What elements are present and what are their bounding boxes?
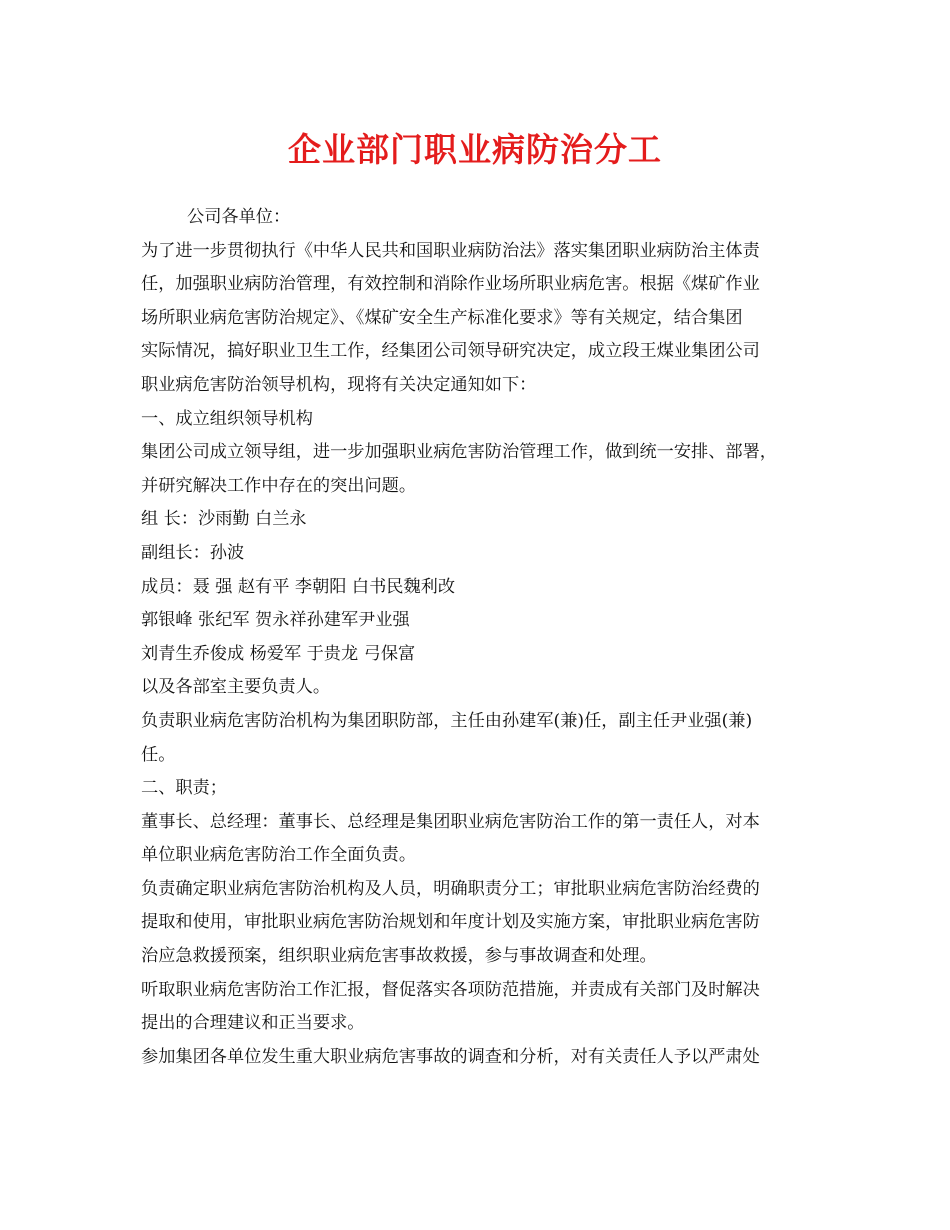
paragraph-line: 提出的合理建议和正当要求。 [141,1013,365,1034]
document-title: 企业部门职业病防治分工 [288,130,662,169]
section-heading: 二、职责； [141,778,227,799]
salutation-line: 公司各单位： [187,207,291,227]
paragraph-line: 负责职业病危害防治机构为集团职防部，主任由孙建军(兼)任，副主任尹业强(兼) [141,710,753,731]
deputy-leader-line: 副组长：孙波 [141,542,245,563]
section-heading: 一、成立组织领导机构 [141,408,313,429]
paragraph-line: 负责确定职业病危害防治机构及人员，明确职责分工；审批职业病危害防治经费的 [141,878,760,899]
members-line: 郭银峰 张纪军 贺永祥孙建军尹业强 [141,610,410,631]
paragraph-line: 实际情况，搞好职业卫生工作，经集团公司领导研究决定，成立段王煤业集团公司 [141,341,760,362]
document-body [141,201,831,1074]
paragraph-line: 集团公司成立领导组，进一步加强职业病危害防治管理工作，做到统一安排、部署， [141,442,777,463]
paragraph-line: 职业病危害防治领导机构，现将有关决定通知如下： [141,374,537,395]
paragraph-line: 以及各部室主要负责人。 [141,677,331,698]
paragraph-line: 场所职业病危害防治规定》、《煤矿安全生产标准化要求》等有关规定，结合集团 [141,307,743,328]
members-line: 成员：聂 强 赵有平 李朝阳 白书民魏利改 [141,576,456,597]
paragraph-line: 董事长、总经理：董事长、总经理是集团职业病危害防治工作的第一责任人，对本 [141,811,760,832]
paragraph-line: 并研究解决工作中存在的突出问题。 [141,475,417,496]
paragraph-line: 任，加强职业病防治管理，有效控制和消除作业场所职业病危害。根据《煤矿作业 [141,274,760,295]
paragraph-line: 参加集团各单位发生重大职业病危害事故的调查和分析，对有关责任人予以严肃处 [141,1046,760,1067]
paragraph-line: 提取和使用，审批职业病危害防治规划和年度计划及实施方案，审批职业病危害防 [141,912,760,933]
paragraph-line: 单位职业病危害防治工作全面负责。 [141,845,417,866]
paragraph-line: 听取职业病危害防治工作汇报，督促落实各项防范措施，并责成有关部门及时解决 [141,979,760,1000]
paragraph-line: 为了进一步贯彻执行《中华人民共和国职业病防治法》落实集团职业病防治主体责 [141,240,760,261]
paragraph-line: 治应急救援预案，组织职业病危害事故救援，参与事故调查和处理。 [141,946,657,967]
group-leader-line: 组 长：沙雨勤 白兰永 [141,509,307,530]
members-line: 刘青生乔俊成 杨爱军 于贵龙 弓保富 [141,643,416,664]
paragraph-line: 任。 [141,744,176,765]
